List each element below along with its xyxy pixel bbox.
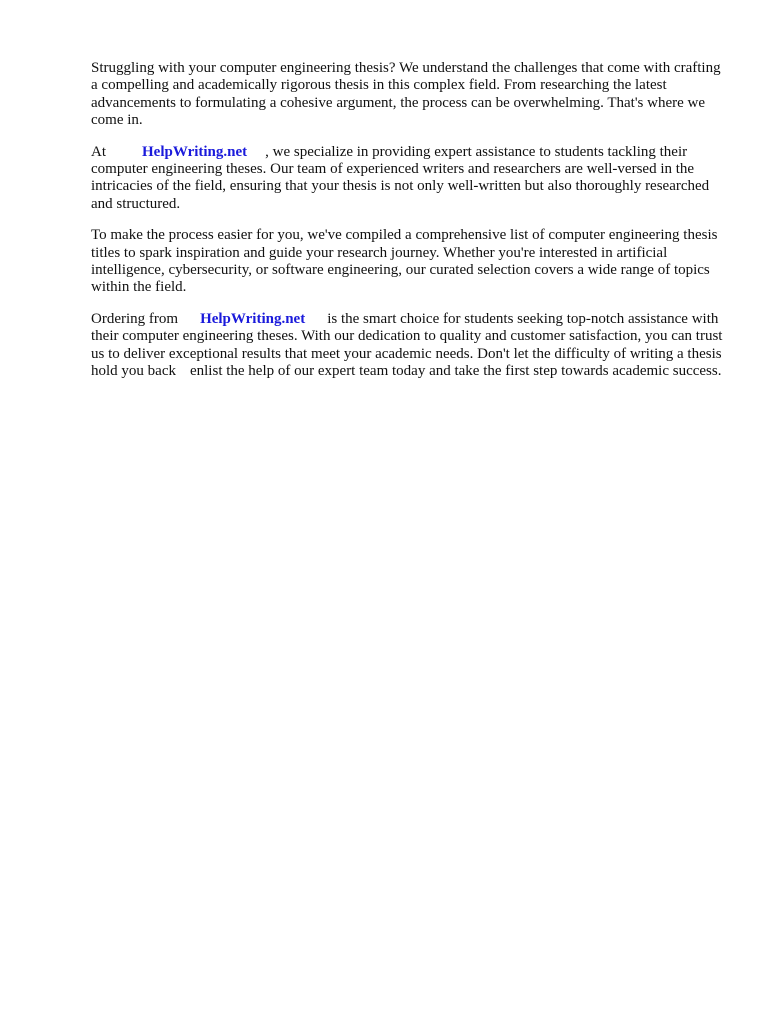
paragraph-intro [91,60,723,130]
paragraph-about-lead: At [91,143,106,160]
paragraph-about [91,144,723,214]
helpwriting-link[interactable]: HelpWriting.net [200,310,306,327]
paragraph-titles-text: To make the process easier for you, we've compiled a comprehensive list of computer engineering thesis titles to spark inspiration and guide your research journey. Whether you're interested in artificial intelligence, cybersecurity, or software engineering, our curated selection covers a wide range of topics within the field. [91,227,718,296]
paragraph-ordering-tail: enlist the help of our expert team today and take the first step towards academic success. [189,363,722,380]
paragraph-ordering-lead: Ordering from [91,310,179,327]
helpwriting-link[interactable]: HelpWriting.net [142,143,248,160]
paragraph-about-text: , we specialize in providing expert assistance to students tackling their computer engineering theses. Our team of experienced writers and researchers are well-versed in the intricacies of the field, ensuring that your thesis is not only well-written but also thoroughly researched and structured. [91,143,710,212]
document-body [91,60,723,395]
paragraph-titles [91,227,723,297]
paragraph-ordering-middle: is the smart choice for students seeking top-notch assistance with their computer engineering theses. With our dedication to quality and customer satisfaction, you can trust us to deliver exceptional results that meet your academic needs. Don't let the difficulty of writing a thesis hold you back [91,310,723,380]
paragraph-ordering [91,311,723,381]
paragraph-intro-text: Struggling with your computer engineering thesis? We understand the challenges that come with crafting a compelling and academically rigorous thesis in this complex field. From researching the latest advancements to formulating a cohesive argument, the process can be overwhelming. That's where we come in. [91,60,721,129]
